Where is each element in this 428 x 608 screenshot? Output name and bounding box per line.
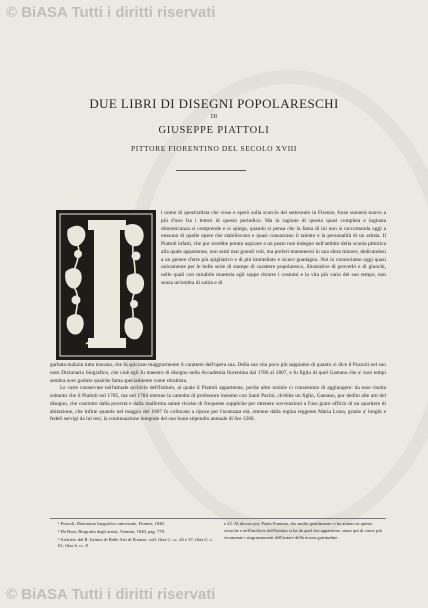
body-paragraph: garbata malizia tutta toscana, che fa spiccare maggiormente il carattere dell'opera sua. Della sua vita poco più sappiamo di quanto ci dice il Pozzoli nel suo noto Dizionario biografico, che cioè egli fu maestro di disegno nella Accademia fiorentina dal 1786 al 1807, e fu figlio di quel Gaetano che a' suoi tempi sembra aver goduto qualche fama specialmente come ritrattista. [50, 362, 386, 384]
watermark-top: © BiASA Tutti i diritti riservati [6, 4, 216, 21]
footnotes-right [224, 521, 384, 542]
body-paragraph: Le carte conservate nell'attuale archivio dell'Istituto, al quale il Piattoli appartenne, poche altre notizie ci consentono di aggiungere: da esse risulta soltanto che il Piattoli nel 1785, ma nel 1784 ottenne la cattedra di professore insieme con Santi Pacini, ch'ebbe un figlio, Gaetano, pur dedito alle arti del disegno, che costretto dalla povertà e dalla malferma salute rivolse di frequente suppliche per ottenere sovvenzioni a l'uso grato ufficio di un quartiere di abitazione, che infine quando nel maggio del 1807 fu collocato a riposo per l'avanzata età, ottenne dalla regina reggente Maria Luisa, grazie a' lunghi e fedeli servigi da lui resi, la continuazione integrale del suo buon stipendio annuale di lire 1260. [50, 385, 386, 423]
footnotes-left [58, 521, 218, 551]
floral-initial-icon [56, 210, 156, 360]
footnote-rule [50, 518, 386, 519]
watermark-bottom: © BiASA Tutti i diritti riservati [6, 586, 216, 603]
footnote: e 22. Al dicono poi, Paolo Fontana, che molto gentilmente ci ha aiutato in queste ricerche e nell'archivio dell'Istituto si ha da quel che appartiene, siano qui di cuore più vivamente i ringraziamenti dell'autore della nostra gratitudine. [224, 521, 382, 540]
body-text-wide [50, 362, 386, 424]
decorated-initial-image [56, 210, 156, 360]
watermark-seal [120, 70, 428, 538]
footnote: ¹ Pozzoli, Dizionario biografico universale, Firenze, 1840. [58, 521, 166, 526]
body-text-narrow: l nome di quest'artista che visse e operò sulla scorcio del settecento in Firenze, forse suonerà nuovo a più d'uno fra i lettori di questo periodico. Ma la ragione di questa quasi completa e ingiusta dimenticanza si comprende e si spiega, quando si pensa che la fama di lui non si raccomanda oggi a nessuna di quelle opere che stabiliscono e quasi consacrano il talento e la personalità di un artista. Il Piattoli infatti, che pur avrebbe potuto aspirare a un posto non indegno nell'ambito della scuola pittorica alla quale appartenne, non sentì mai grandi voli, ma preferì mantenersi in una sfera minore, dedicandosi a un genere d'arte più spigliativo e di più immediato e sicuro guadagno. Noi lo conosciamo oggi quasi unicamente per le belle serie di stampe di carattere popolaresco, illustrative di proverbi e di giuochi, nelle quali con mirabile maestria egli seppe ritrarre i costumi e la vita più varia del suo tempo, non senza un'ombra di satira e di [161, 210, 386, 286]
author-preposition: DI [210, 114, 218, 120]
title-rule [176, 170, 246, 171]
author-name: GIUSEPPE PIATTOLI [158, 125, 270, 136]
article-title: DUE LIBRI DI DISEGNI POPOLARESCHI [89, 96, 339, 111]
article-subtitle: PITTORE FIORENTINO DEL SECOLO XVIII [131, 144, 297, 153]
footnote: ² De Boni, Biografia degli artisti, Venezia, 1840, pag. 779. [58, 528, 166, 534]
footnote: ³ Archivio del R. Istituto di Belle Arti di Firenze, voll. filza C. cc. 26 e 37; filza G. c. 61; filza S, cc. 8 [58, 536, 214, 549]
